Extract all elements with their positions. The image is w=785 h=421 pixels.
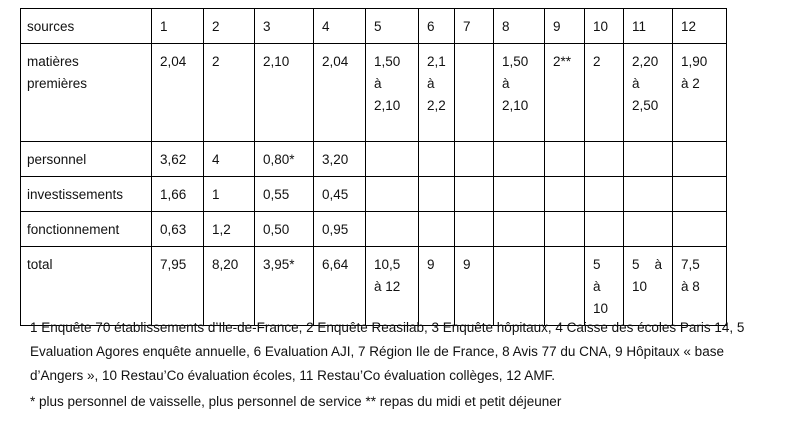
table-cell [545,212,585,247]
header-cell: 1 [152,9,204,44]
header-cell: 8 [494,9,545,44]
table-cell: 2,04 [152,44,204,142]
table-cell: 6,64 [314,247,366,326]
table-row [21,44,727,142]
header-cell: 4 [314,9,366,44]
header-cell: 6 [419,9,455,44]
table-cell [455,142,494,177]
table-cell: 5 à 10 [585,247,624,326]
table-notes [30,316,775,414]
table-cell [366,212,419,247]
table-row [21,212,727,247]
header-row [21,9,727,44]
table-cell: 0,55 [255,177,314,212]
table-cell [455,212,494,247]
table-cell: 7,5 à 8 [673,247,727,326]
table-cell [624,177,673,212]
row-label: investissements [21,177,152,212]
table-cell [419,177,455,212]
table-cell: 0,45 [314,177,366,212]
table-cell: 0,80* [255,142,314,177]
table-cell [673,142,727,177]
table-cell [494,142,545,177]
table-cell [419,212,455,247]
table-cell: 1 [204,177,255,212]
header-cell: 9 [545,9,585,44]
table-cell [494,247,545,326]
header-cell: 2 [204,9,255,44]
cost-table [20,8,727,326]
row-label: matières premières [21,44,152,142]
table-cell: 2** [545,44,585,142]
header-cell: 3 [255,9,314,44]
table-cell [545,247,585,326]
table-cell: 0,50 [255,212,314,247]
footnote: * plus personnel de vaisselle, plus personnel de service ** repas du midi et petit déjeuner [30,394,562,409]
table-cell [545,177,585,212]
table-cell [585,177,624,212]
table-cell [455,177,494,212]
row-label: personnel [21,142,152,177]
table-cell: 0,63 [152,212,204,247]
table-cell: 2,20 à 2,50 [624,44,673,142]
table-cell [585,212,624,247]
table-cell [366,177,419,212]
row-label: fonctionnement [21,212,152,247]
table-cell [673,177,727,212]
table-cell: 1,2 [204,212,255,247]
table-cell [455,44,494,142]
table-cell: 10,5 à 12 [366,247,419,326]
table-cell: 2 [204,44,255,142]
table-cell: 9 [455,247,494,326]
table-cell [624,142,673,177]
table-cell: 3,20 [314,142,366,177]
row-label: total [21,247,152,326]
table-cell: 0,95 [314,212,366,247]
table-cell: 5 à 10 [624,247,673,326]
table-row [21,142,727,177]
table-cell: 1,90 à 2 [673,44,727,142]
header-cell: 7 [455,9,494,44]
header-cell: 5 [366,9,419,44]
header-cell: 11 [624,9,673,44]
table-cell: 2,10 [255,44,314,142]
table-row [21,247,727,326]
table-cell: 1,50 à 2,10 [366,44,419,142]
table-cell: 3,62 [152,142,204,177]
table-cell [366,142,419,177]
table-cell: 3,95* [255,247,314,326]
table-cell: 2,1 à 2,2 [419,44,455,142]
table-cell: 4 [204,142,255,177]
table-cell: 2,04 [314,44,366,142]
table-cell: 1,66 [152,177,204,212]
table-cell [494,177,545,212]
table-cell [419,142,455,177]
sources-legend: 1 Enquête 70 établissements d’Ile-de-France, 2 Enquête Reasilab, 3 Enquête hôpitaux, 4 Caisse des écoles Paris 14, 5 Evaluation Agores enquête annuelle, 6 Evaluation AJI, 7 Région Ile de France, 8 Avis 77 du CNA, 9 Hôpitaux « base d’Angers », 10 Restau’Co évaluation écoles, 11 Restau’Co évaluation collèges, 12 AMF. [30,320,745,383]
header-cell: sources [21,9,152,44]
table-cell: 7,95 [152,247,204,326]
header-cell: 12 [673,9,727,44]
table-cell [624,212,673,247]
table-cell [585,142,624,177]
table-cell [545,142,585,177]
table-cell: 1,50 à 2,10 [494,44,545,142]
table-cell: 9 [419,247,455,326]
table-cell [673,212,727,247]
table-row [21,177,727,212]
header-cell: 10 [585,9,624,44]
table-cell: 8,20 [204,247,255,326]
table-cell: 2 [585,44,624,142]
table-cell [494,212,545,247]
